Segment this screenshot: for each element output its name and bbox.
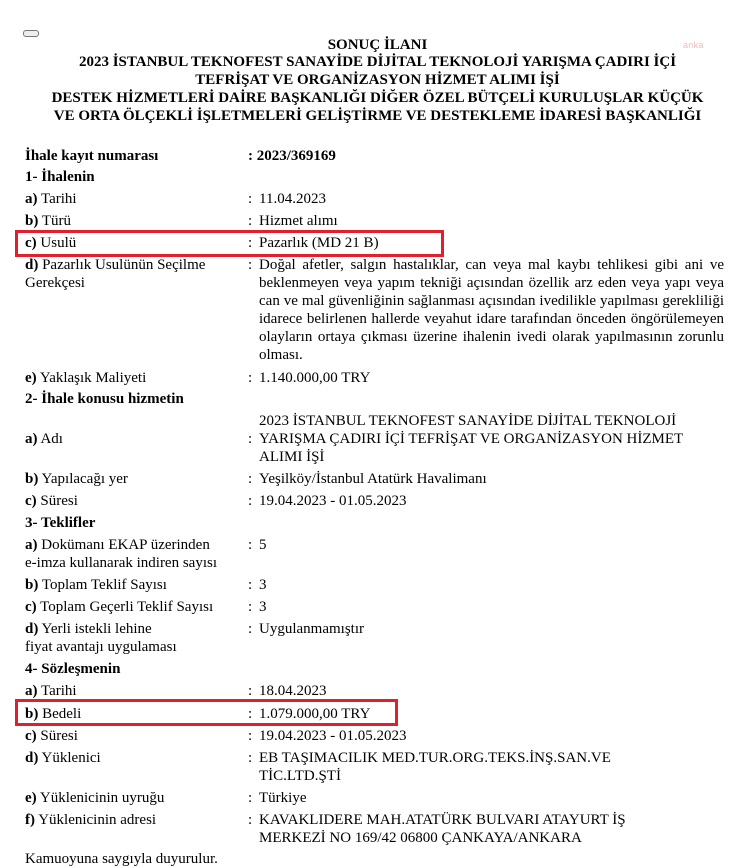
s4-duration-label: c) Süresi [25,728,78,744]
authority-line1: DESTEK HİZMETLERİ DAİRE BAŞKANLIĞI DİĞER ÖZEL BÜTÇELİ KURULUŞLAR KÜÇÜK [51,90,704,106]
s3-valid-bids-value: 3 [259,599,267,615]
s4-nationality-label: e) Yüklenicinin uyruğu [25,790,165,806]
colon: : [248,431,253,447]
s1-method-value: Pazarlık (MD 21 B) [259,235,379,251]
colon: : [248,750,253,766]
s4-contractor-label: d) Yüklenici [25,750,101,766]
colon: : [248,790,253,806]
s4-date-label: a) Tarihi [25,683,77,699]
colon: : [248,621,253,637]
s3-downloads-label-cont: e-imza kullanarak indiren sayısı [25,555,218,571]
s4-address-value-line2: MERKEZİ NO 169/42 06800 ÇANKAYA/ANKARA [259,830,582,846]
s3-local-advantage-label: d) Yerli istekli lehine [25,621,152,637]
colon: : [248,728,253,744]
s1-reason-label-cont: Gerekçesi [25,275,85,291]
colon: : [248,577,253,593]
s4-price-label: b) Bedeli [25,706,82,722]
colon: : [248,683,253,699]
registration-number-label: İhale kayıt numarası [25,148,159,164]
colon: : [248,493,253,509]
s4-contractor-value-line1: EB TAŞIMACILIK MED.TUR.ORG.TEKS.İNŞ.SAN.VE [259,750,611,766]
closing-statement: Kamuoyuna saygıyla duyurulur. [25,851,218,867]
s1-cost-label: e) Yaklaşık Maliyeti [25,370,147,386]
colon: : [248,235,253,251]
section-1-title: 1- İhalenin [25,169,95,185]
s4-duration-value: 19.04.2023 - 01.05.2023 [259,728,407,744]
announcement-title: SONUÇ İLANI [327,37,428,53]
s3-downloads-value: 5 [259,537,267,553]
colon: : [248,599,253,615]
s4-address-value-line1: KAVAKLIDERE MAH.ATATÜRK BULVARI ATAYURT İŞ [259,812,626,828]
s2-name-value-line2: YARIŞMA ÇADIRI İÇİ TEFRİŞAT VE ORGANİZASYON HİZMET [259,431,684,447]
colon: : [248,471,253,487]
colon: : [248,213,253,229]
s4-price-value: 1.079.000,00 TRY [259,706,371,722]
s1-date-label: a) Tarihi [25,191,77,207]
s3-total-bids-value: 3 [259,577,267,593]
colon: : [248,812,253,828]
s1-reason-value: Doğal afetler, salgın hastalıklar, can veya mal kaybı tehlikesi gibi ani ve beklenmeyen veya yapım tekniği açısından özellik arz eden veya yapı veya can ve mal güvenliğinin sağlanması açısından ivedilikle yapılması gerekliliği idarece belirlenen hallerde veyahut idare tarafından önceden öngörülemeyen olayların ortaya çıkması üzerine ihalenin ivedi olarak yapılmasının zorunlu olması. [259,257,724,363]
highlight-box-price [15,699,398,726]
colon: : [248,537,253,553]
s1-cost-value: 1.140.000,00 TRY [259,370,371,386]
registration-number-value: : 2023/369169 [248,148,336,164]
s1-method-label: c) Usulü [25,235,77,251]
s4-address-label: f) Yüklenicinin adresi [25,812,157,828]
s1-type-label: b) Türü [25,213,71,229]
colon: : [248,191,253,207]
s2-duration-value: 19.04.2023 - 01.05.2023 [259,493,407,509]
s2-place-label: b) Yapılacağı yer [25,471,128,487]
s2-name-label: a) Adı [25,431,63,447]
scroll-indicator [23,30,39,37]
s1-type-value: Hizmet alımı [259,213,338,229]
s3-total-bids-label: b) Toplam Teklif Sayısı [25,577,167,593]
tender-title-line1: 2023 İSTANBUL TEKNOFEST SANAYİDE DİJİTAL TEKNOLOJİ YARIŞMA ÇADIRI İÇİ [78,54,677,70]
s2-name-value-line1: 2023 İSTANBUL TEKNOFEST SANAYİDE DİJİTAL TEKNOLOJİ [259,413,677,429]
s1-reason-label: d) Pazarlık Usulünün Seçilme [25,257,206,273]
colon: : [248,257,253,273]
section-4-title: 4- Sözleşmenin [25,661,121,677]
tender-title-line2: TEFRİŞAT VE ORGANİZASYON HİZMET ALIMI İŞİ [195,72,560,88]
s4-contractor-value-line2: TİC.LTD.ŞTİ [259,768,341,784]
section-3-title: 3- Teklifler [25,515,96,531]
s2-name-value-line3: ALIMI İŞİ [259,449,325,465]
s2-place-value: Yeşilköy/İstanbul Atatürk Havalimanı [259,471,487,487]
highlight-box-method [15,230,444,257]
s3-local-advantage-label-cont: fiyat avantajı uygulaması [25,639,177,655]
s1-date-value: 11.04.2023 [259,191,326,207]
s4-date-value: 18.04.2023 [259,683,327,699]
s3-local-advantage-value: Uygulanmamıştır [259,621,364,637]
s3-downloads-label: a) Dokümanı EKAP üzerinden [25,537,210,553]
colon: : [248,706,253,722]
s3-valid-bids-label: c) Toplam Geçerli Teklif Sayısı [25,599,214,615]
watermark: anka [683,40,704,50]
s2-duration-label: c) Süresi [25,493,78,509]
authority-line2: VE ORTA ÖLÇEKLİ İŞLETMELERİ GELİŞTİRME VE DESTEKLEME İDARESİ BAŞKANLIĞI [53,108,702,124]
s4-nationality-value: Türkiye [259,790,307,806]
section-2-title: 2- İhale konusu hizmetin [25,391,184,407]
colon: : [248,370,253,386]
